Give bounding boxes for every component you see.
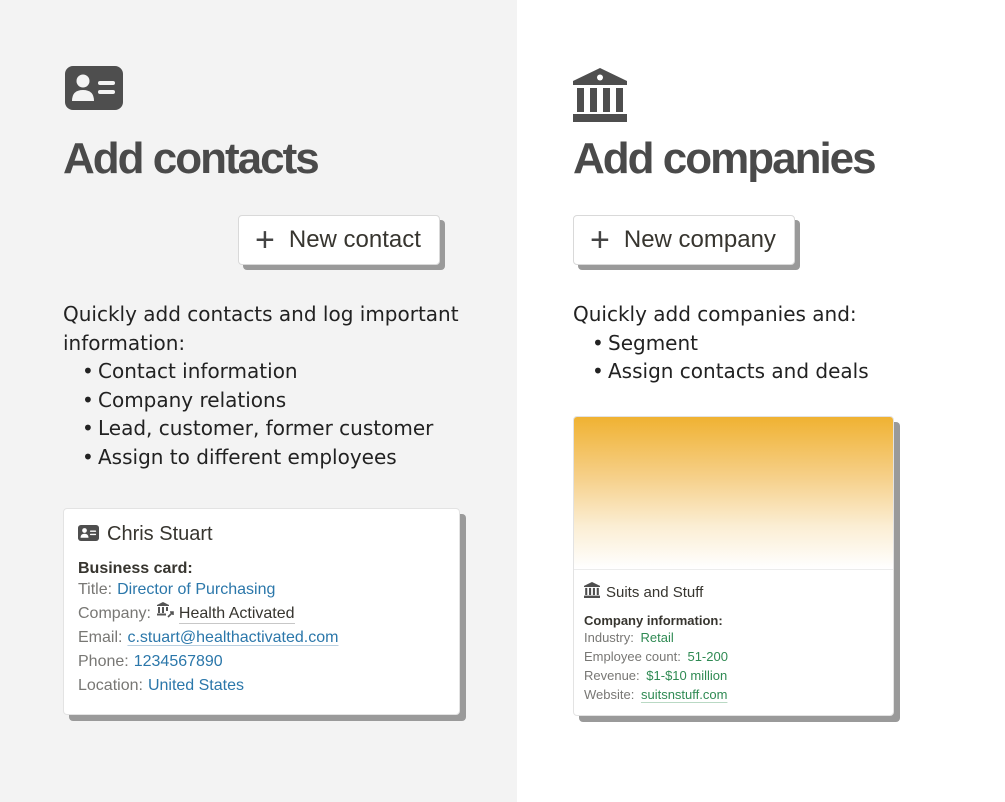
list-item: • Assign contacts and deals — [573, 357, 993, 386]
page-title-companies: Add companies — [573, 134, 875, 183]
industry-value: Retail — [640, 630, 674, 645]
phone-label: Phone: — [78, 653, 129, 670]
website-label: Website: — [584, 687, 635, 702]
companies-intro: Quickly add companies and: — [573, 302, 857, 326]
revenue-row — [584, 666, 883, 685]
contact-name: Chris Stuart — [107, 523, 213, 545]
relation-arrow-icon — [157, 602, 175, 626]
new-contact-label: New contact — [288, 226, 421, 253]
industry-label: Industry: — [584, 630, 634, 645]
company-value: Health Activated — [178, 604, 295, 622]
list-item: • Lead, customer, former customer — [63, 414, 483, 443]
bank-building-icon — [584, 582, 600, 602]
plus-icon: + — [255, 221, 275, 259]
company-name: Suits and Stuff — [606, 583, 704, 601]
email-label: Email: — [78, 629, 123, 646]
title-row — [78, 578, 445, 602]
business-card-label: Business card: — [78, 560, 193, 577]
companies-description — [573, 300, 993, 386]
contact-card[interactable] — [63, 508, 460, 715]
location-label: Location: — [78, 677, 143, 694]
location-value: United States — [147, 677, 244, 694]
company-relation-link[interactable] — [157, 602, 295, 626]
new-contact-button[interactable] — [238, 215, 440, 265]
title-label: Title: — [78, 581, 113, 598]
title-value: Director of Purchasing — [117, 581, 276, 598]
company-information-label: Company information: — [584, 613, 723, 628]
website-link[interactable]: suitsnstuff.com — [640, 687, 728, 702]
location-row — [78, 674, 445, 698]
email-row — [78, 626, 445, 650]
company-card[interactable] — [573, 416, 894, 716]
contacts-intro: Quickly add contacts and log important information: — [63, 302, 459, 355]
employee-count-label: Employee count: — [584, 649, 681, 664]
phone-link[interactable]: 1234567890 — [133, 653, 223, 670]
bank-building-icon — [573, 68, 627, 122]
website-row — [584, 685, 883, 704]
plus-icon: + — [590, 221, 610, 259]
card-cover-gradient — [574, 417, 893, 570]
new-company-label: New company — [623, 226, 776, 253]
contacts-description — [63, 300, 483, 471]
contacts-feature-list — [63, 357, 483, 471]
list-item: • Contact information — [63, 357, 483, 386]
company-label: Company: — [78, 605, 151, 622]
page-title-contacts: Add contacts — [63, 134, 318, 183]
contact-card-icon — [78, 525, 99, 545]
list-item: • Segment — [573, 329, 993, 358]
phone-row — [78, 650, 445, 674]
list-item: • Assign to different employees — [63, 443, 483, 472]
list-item: • Company relations — [63, 386, 483, 415]
email-link[interactable]: c.stuart@healthactivated.com — [127, 629, 339, 646]
companies-feature-list — [573, 329, 993, 386]
employee-count-row — [584, 647, 883, 666]
revenue-value: $1-$10 million — [646, 668, 728, 683]
contact-card-icon — [65, 66, 123, 110]
revenue-label: Revenue: — [584, 668, 640, 683]
employee-count-value: 51-200 — [687, 649, 728, 664]
industry-row — [584, 628, 883, 647]
company-row — [78, 602, 445, 626]
new-company-button[interactable] — [573, 215, 795, 265]
